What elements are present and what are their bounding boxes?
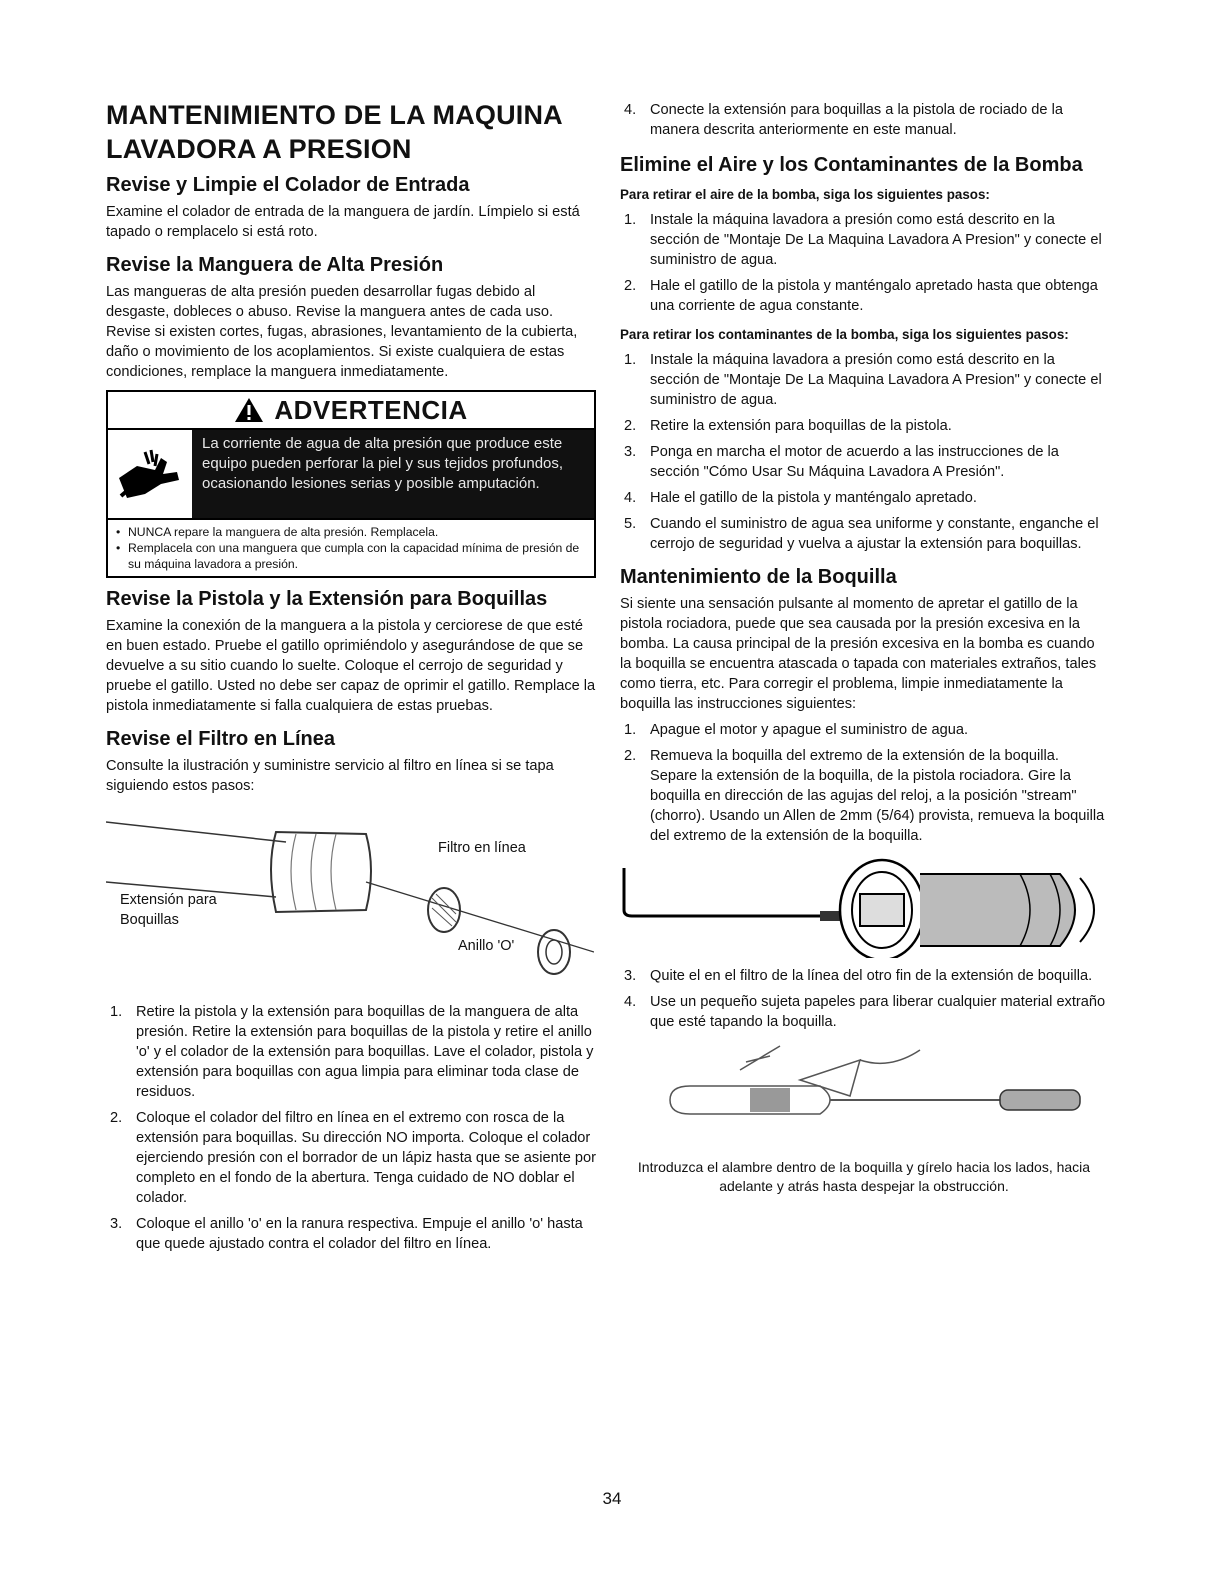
step-text: Hale el gatillo de la pistola y manténgalo apretado.: [650, 490, 977, 506]
aire-subheading-1: Para retirar el aire de la bomba, siga los siguientes pasos:: [620, 187, 990, 202]
page-title-line-2: LAVADORA A PRESION: [106, 134, 412, 164]
warning-title: ADVERTENCIA: [274, 394, 468, 425]
pistola-body: Examine la conexión de la manguera a la pistola y cerciorese de que esté en buen estado. Pruebe el gatillo oprimiéndolo y asegurándose de que se devuelve a su sitio cuando lo suelte. Coloque el cerrojo de seguridad y pruebe el gatillo. Usted no debe ser capaz de oprimir el gatillo. Remplace la pistola inmediatamente si falla cualquiera de estas pruebas.: [106, 618, 596, 714]
boquilla-steps-1: [620, 720, 1108, 846]
step-text: Quite el en el filtro de la línea del otro fin de la extensión de boquilla.: [650, 968, 1093, 984]
fig-label-extension: Extensión para: [120, 892, 217, 908]
step-text: Hale el gatillo de la pistola y manténgalo apretado hasta que obtenga una corriente de agua constante.: [650, 278, 1098, 314]
warning-bullet: • Remplacela con una manguera que cumpla con la capacidad mínima de presión de su máquina lavadora a presión.: [116, 541, 580, 571]
boquilla-step: 1. Apague el motor y apague el suministro de agua.: [624, 722, 969, 738]
boquilla-heading: Mantenimiento de la Boquilla: [620, 566, 897, 588]
aire-step: 3. Ponga en marcha el motor de acuerdo a las instrucciones de la sección "Cómo Usar Su Máquina Lavadora A Presión".: [624, 444, 1059, 480]
fig-label-boquillas: Boquillas: [120, 912, 179, 928]
aire-subheading-2: Para retirar los contaminantes de la bomba, siga los siguientes pasos:: [620, 327, 1069, 342]
warning-middle: [108, 430, 594, 520]
warning-bullet-text: NUNCA repare la manguera de alta presión. Remplacela.: [128, 525, 439, 539]
aire-step: 1. Instale la máquina lavadora a presión como está descrito en la sección de "Montaje De La Maquina Lavadora A Presion" y conecte el suministro de agua.: [624, 352, 1102, 408]
filtro-steps: [106, 1002, 596, 1254]
warning-list: [108, 520, 594, 576]
page-number: 34: [602, 1489, 622, 1508]
aire-heading: Elimine el Aire y los Contaminantes de la Bomba: [620, 154, 1083, 176]
warning-bullet: • NUNCA repare la manguera de alta presión. Remplacela.: [116, 525, 439, 539]
step-text: Retire la extensión para boquillas de la pistola.: [650, 418, 952, 434]
step-text: Conecte la extensión para boquillas a la pistola de rociado de la manera descrita anteriormente en este manual.: [650, 102, 1063, 138]
right-column: [620, 100, 1108, 1196]
page-title: [106, 98, 596, 166]
step-text: Apague el motor y apague el suministro de agua.: [650, 722, 969, 738]
step-text: Coloque el anillo 'o' en la ranura respectiva. Empuje el anillo 'o' hasta que quede ajustado contra el colador del filtro en línea.: [136, 1216, 583, 1252]
aire-steps-2: [620, 350, 1108, 554]
warning-message: La corriente de agua de alta presión que produce este equipo pueden perforar la piel y sus tejidos profundos, ocasionando lesiones serias y posible amputación.: [192, 430, 594, 518]
step-text: Instale la máquina lavadora a presión como está descrito en la sección de "Montaje De La Maquina Lavadora A Presion" y conecte el suministro de agua.: [650, 352, 1102, 408]
wire-clearing-illustration: [620, 1040, 1108, 1150]
hand-injury-icon: [108, 430, 192, 518]
step-text: Cuando el suministro de agua sea uniforme y constante, enganche el cerrojo de seguridad y vuelva a ajustar la extensión para boquillas.: [650, 516, 1099, 552]
warning-triangle-icon: [234, 397, 264, 423]
boquilla-step: 3. Quite el en el filtro de la línea del otro fin de la extensión de boquilla.: [624, 968, 1093, 984]
fig-label-anillo: Anillo 'O': [458, 938, 515, 954]
step-text: Remueva la boquilla del extremo de la extensión de la boquilla. Separe la extensión de la boquilla, de la pistola rociadora. Gire la boquilla en dirección de las agujas del reloj, a la posición "stream" (chorro). Usando un Allen de 2mm (5/64) provista, remueva la boquilla del extremo de la extensión de la boquilla.: [650, 748, 1105, 844]
warning-box: [106, 390, 596, 578]
boquilla-step: 4. Use un pequeño sujeta papeles para liberar cualquier material extraño que esté tapando la boquilla.: [624, 994, 1106, 1030]
step-text: Instale la máquina lavadora a presión como está descrito en la sección de "Montaje De La Maquina Lavadora A Presion" y conecte el suministro de agua.: [650, 212, 1102, 268]
warning-bullet-text: Remplacela con una manguera que cumpla con la capacidad mínima de presión de su máquina lavadora a presión.: [128, 541, 580, 571]
aire-step: 1. Instale la máquina lavadora a presión como está descrito en la sección de "Montaje De La Maquina Lavadora A Presion" y conecte el suministro de agua.: [624, 212, 1102, 268]
aire-step: 4. Hale el gatillo de la pistola y manténgalo apretado.: [624, 490, 977, 506]
warning-header: [108, 392, 594, 430]
step-text: Retire la pistola y la extensión para boquillas de la manguera de alta presión. Retire la extensión para boquillas de la pistola y retire el anillo 'o' y el colador de la extensión para boquillas. Lave el colador, pistola y extensión para boquillas con agua limpia para eliminar toda clase de residuos.: [136, 1004, 594, 1100]
left-column: [106, 98, 596, 1262]
fig-label-filtro: Filtro en línea: [438, 840, 526, 856]
wire-caption: Introduzca el alambre dentro de la boquilla y gírelo hacia los lados, hacia adelante y atrás hasta despejar la obstrucción.: [637, 1159, 1091, 1194]
filtro-step: 2. Coloque el colador del filtro en línea en el extremo con rosca de la extensión para boquillas. Su dirección NO importa. Coloque el colador ejerciendo presión con el borrador de un lápiz hasta que se asiente por completo en el fondo de la abertura. Tenga cuidado de NO doblar el colador.: [110, 1110, 597, 1206]
aire-step: 2. Retire la extensión para boquillas de la pistola.: [624, 418, 952, 434]
filtro-body: Consulte la ilustración y suministre servicio al filtro en línea si se tapa siguiendo estos pasos:: [106, 758, 554, 794]
filtro-heading: Revise el Filtro en Línea: [106, 728, 335, 750]
boquilla-body: Si siente una sensación pulsante al momento de apretar el gatillo de la pistola rociadora, puede que sea causada por la presión excesiva en la bomba. La causa principal de la presión excesiva en la bomba es cuando la boquilla se encuentra atascada o tapada con materiales extraños, tales como tierra, etc. Para corregir el problema, limpie inmediatamente la boquilla las instrucciones siguientes:: [620, 596, 1097, 712]
page-title-line-1: MANTENIMIENTO DE LA MAQUINA: [106, 100, 563, 130]
filtro-step: 4. Conecte la extensión para boquillas a la pistola de rociado de la manera descrita anteriormente en este manual.: [624, 102, 1063, 138]
boquilla-step: 2. Remueva la boquilla del extremo de la extensión de la boquilla. Separe la extensión de la boquilla, de la pistola rociadora. Gire la boquilla en dirección de las agujas del reloj, a la posición "stream" (chorro). Usando un Allen de 2mm (5/64) provista, remueva la boquilla del extremo de la extensión de la boquilla.: [624, 748, 1105, 844]
aire-step: 5. Cuando el suministro de agua sea uniforme y constante, enganche el cerrojo de seguridad y vuelva a ajustar la extensión para boquillas.: [624, 516, 1099, 552]
step-text: Coloque el colador del filtro en línea en el extremo con rosca de la extensión para boquillas. Su dirección NO importa. Coloque el colador ejerciendo presión con el borrador de un lápiz hasta que se asiente por completo en el fondo de la abertura. Tenga cuidado de NO doblar el colador.: [136, 1110, 597, 1206]
colador-body: Examine el colador de entrada de la manguera de jardín. Límpielo si está tapado o remplacelo si está roto.: [106, 204, 580, 240]
pistola-heading: Revise la Pistola y la Extensión para Boquillas: [106, 588, 548, 610]
step-text: Ponga en marcha el motor de acuerdo a las instrucciones de la sección "Cómo Usar Su Máquina Lavadora A Presión".: [650, 444, 1059, 480]
step-text: Use un pequeño sujeta papeles para liberar cualquier material extraño que esté tapando la boquilla.: [650, 994, 1106, 1030]
colador-heading: Revise y Limpie el Colador de Entrada: [106, 174, 470, 196]
filter-illustration: [106, 802, 596, 1002]
manguera-heading: Revise la Manguera de Alta Presión: [106, 254, 444, 276]
boquilla-steps-2: [620, 966, 1108, 1032]
filtro-step: 1. Retire la pistola y la extensión para boquillas de la manguera de alta presión. Retire la extensión para boquillas de la pistola y retire el anillo 'o' y el colador de la extensión para boquillas. Lave el colador, pistola y extensión para boquillas con agua limpia para eliminar toda clase de residuos.: [110, 1004, 594, 1100]
nozzle-allen-illustration: [620, 854, 1108, 958]
filtro-step: 3. Coloque el anillo 'o' en la ranura respectiva. Empuje el anillo 'o' hasta que quede ajustado contra el colador del filtro en línea.: [110, 1216, 583, 1252]
aire-step: 2. Hale el gatillo de la pistola y manténgalo apretado hasta que obtenga una corriente de agua constante.: [624, 278, 1098, 314]
filtro-steps-continued: [620, 100, 1108, 140]
manguera-body: Las mangueras de alta presión pueden desarrollar fugas debido al desgaste, dobleces o abuso. Revise la manguera antes de cada uso. Revise si existen cortes, fugas, abrasiones, levantamiento de la cubierta, daño o movimiento de los acoplamientos. Si existe cualquiera de estas condiciones, remplace la manguera inmediatamente.: [106, 284, 578, 380]
aire-steps-1: [620, 210, 1108, 316]
